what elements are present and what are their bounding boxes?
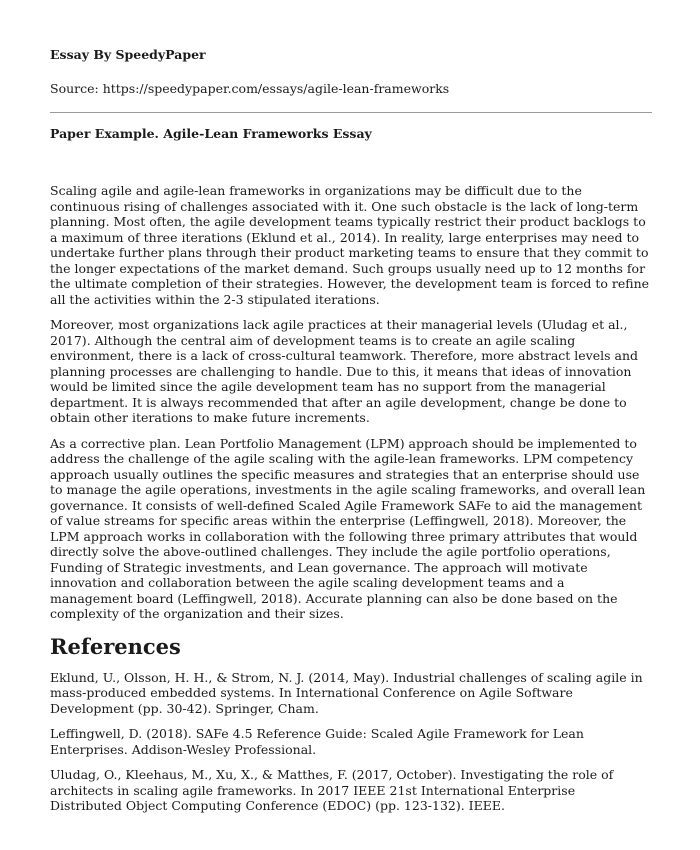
- header-divider: [50, 112, 652, 113]
- essay-body: [50, 183, 650, 622]
- source-line: Source: https://speedypaper.com/essays/agile-lean-frameworks: [50, 81, 450, 96]
- paragraph: Scaling agile and agile-lean frameworks in organizations may be difficult due to the continuous rising of challenges associated with it. One such obstacle is the lack of long-term planning. Most often, the agile development teams typically restrict their product backlogs to a maximum of three iterations (Eklund et al., 2014). In reality, large enterprises may need to undertake further plans through their product marketing teams to ensure that they commit to the longer expectations of the market demand. Such groups usually need up to 12 months for the ultimate completion of their strategies. However, the development team is forced to refine all the activities within the 2-3 stipulated iterations.: [50, 183, 650, 307]
- site-title: Essay By SpeedyPaper: [50, 47, 206, 62]
- paragraph: As a corrective plan. Lean Portfolio Management (LPM) approach should be implemented to address the challenge of the agile scaling with the agile-lean frameworks. LPM competency approach usually outlines the specific measures and strategies that an enterprise should use to manage the agile operations, investments in the agile scaling frameworks, and overall lean governance. It consists of well-defined Scaled Agile Framework SAFe to aid the management of value streams for specific areas within the enterprise (Leffingwell, 2018). Moreover, the LPM approach works in collaboration with the following three primary attributes that would directly solve the above-outlined challenges. They include the agile portfolio operations, Funding of Strategic investments, and Lean governance. The approach will motivate innovation and collaboration between the agile scaling development teams and a management board (Leffingwell, 2018). Accurate planning can also be done based on the complexity of the organization and their sizes.: [50, 435, 646, 621]
- reference-item: Eklund, U., Olsson, H. H., & Strom, N. J. (2014, May). Industrial challenges of scaling agile in mass-produced embedded systems. In International Conference on Agile Software Development (pp. 30-42). Springer, Cham.: [50, 669, 643, 716]
- reference-item: Uludag, O., Kleehaus, M., Xu, X., & Matthes, F. (2017, October). Investigating the role of architects in scaling agile frameworks. In 2017 IEEE 21st International Enterprise Distributed Object Computing Conference (EDOC) (pp. 123-132). IEEE.: [50, 767, 614, 813]
- references-heading: References: [50, 633, 181, 659]
- paragraph: Moreover, most organizations lack agile practices at their managerial levels (Uludag et al., 2017). Although the central aim of development teams is to create an agile scaling environment, there is a lack of cross-cultural teamwork. Therefore, more abstract levels and planning processes are challenging to handle. Due to this, it means that ideas of innovation would be limited since the agile development team has no support from the managerial department. It is always recommended that after an agile development, change be done to obtain other iterations to make future increments.: [50, 317, 639, 425]
- paper-title: Paper Example. Agile-Lean Frameworks Essay: [50, 126, 372, 141]
- reference-item: Leffingwell, D. (2018). SAFe 4.5 Reference Guide: Scaled Agile Framework for Lean Enterprises. Addison-Wesley Professional.: [50, 726, 584, 757]
- references-list: [50, 670, 650, 814]
